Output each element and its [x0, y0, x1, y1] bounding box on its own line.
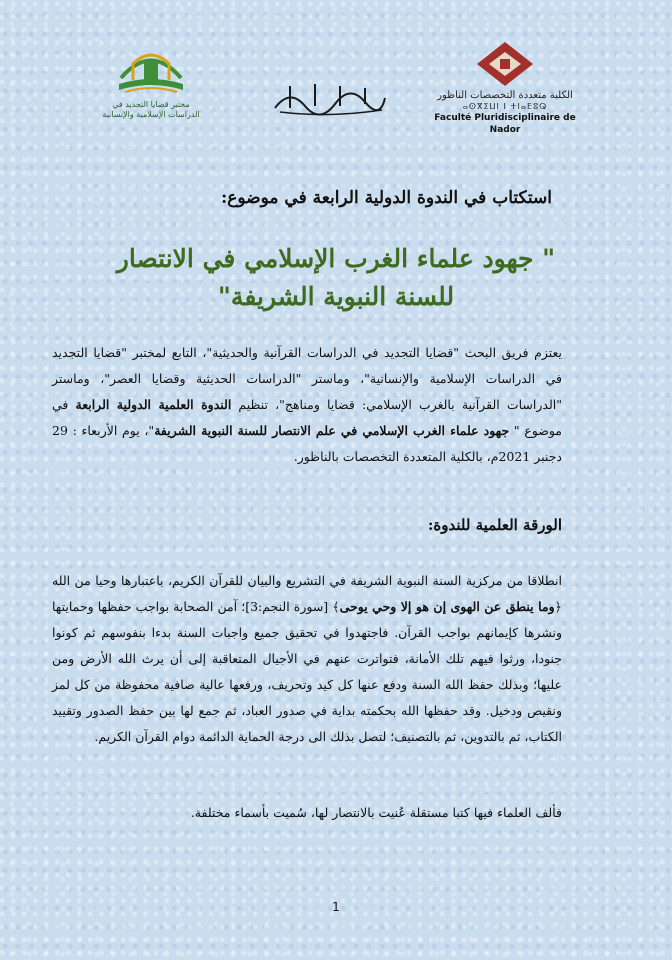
faculty-name-ar: الكلية متعددة التخصصات الناظور — [437, 90, 573, 101]
main-title-line1: " جهود علماء الغرب الإسلامي في الانتصار — [116, 244, 556, 273]
faculty-name-fr: Faculté Pluridisciplinaire de Nador — [434, 113, 576, 135]
basmala — [270, 78, 390, 118]
intro-text-2: في موضوع " — [52, 397, 563, 438]
intro-text-3: "، يوم الأربعاء : 29 دجنبر 2021م، بالكلية المتعددة التخصصات بالناظور. — [52, 423, 562, 464]
paper-paragraph — [52, 568, 562, 750]
call-title: استكتاب في الندوة الدولية الرابعة في موضوع: — [220, 188, 552, 208]
paper-text-1: انطلاقا من مركزية السنة النبوية الشريفة في التشريع والبيان للقرآن الكريم، باعتبارها وحيا من الله ﴿ — [52, 573, 562, 614]
intro-bold-2: جهود علماء الغرب الإسلامي في علم الانتصار للسنة النبوية الشريفة — [154, 423, 510, 438]
section-heading: الورقة العلمية للندوة: — [427, 516, 562, 534]
main-title-line2: للسنة النبوية الشريفة" — [217, 282, 455, 311]
basmala-calligraphy-icon — [270, 78, 390, 118]
main-title — [60, 240, 612, 316]
intro-bold-1: الندوة العلمية الدولية الرابعة — [75, 397, 232, 412]
paper-quote: وما ينطق عن الهوى إن هو إلا وحي يوحى — [339, 599, 555, 614]
intro-paragraph — [52, 340, 562, 470]
intro-text-1: يعتزم فريق البحث "قضايا التجديد في الدراسات القرآنية والحديثية"، التابع لمختبر "قضايا التجديد في الدراسات الإسلامية والإنسانية"، وماستر "الدراسات الحديثية وقضايا العصر"، وماستر "الدراسات القرآنية بالغرب الإسلامي: قضايا ومناهج"، تنظيم — [52, 345, 562, 412]
faculty-emblem-icon — [475, 40, 535, 90]
paper-text-2: ﴾ [سورة النجم:3]؛ آمن الصحابة بواجب حفظها وحمايتها ونشرها كإيمانهم بواجب القرآن. فاجتهدوا في تحقيق جميع واجبات السنة بدءا بنفوسهم ثم كونوا جنودا، ورثوا فيهم تلك الأمانة، فتواترت عنهم في الأجيال المتعاقبة إلى أن يرث الله الأرض ومن عليها؛ وبذلك حفظ الله السنة ودفع عنها كل كيد وتحريف، ورفعها عالية صافية محفوظة من كل لمز ونقيص ودخيل. وقد حفظها الله بحكمته بداية في صدور العباد، ثم جمع لها بين حفظ الصدور وتقييد الكتاب، ثم بالتدوين، ثم بالتصنيف؛ لتصل بذلك الى درجة الحماية الدائمة دوام القرآن الكريم. — [52, 599, 562, 744]
lab-caption: مختبر قضايا التجديد في الدراسات الإسلامية والإنسانية — [102, 100, 200, 119]
closing-paragraph: فألف العلماء فيها كتبا مستقلة عُنيت بالانتصار لها، سُميت بأسماء مختلفة. — [190, 805, 562, 820]
faculty-name-tifinagh: ⴰⵙⴳⵉⵡⵏ ⵏ ⵜⵏⴰⴹⵓⵕ — [462, 102, 548, 111]
lab-logo — [96, 38, 206, 120]
faculty-logo — [430, 40, 580, 136]
lab-emblem-icon — [111, 38, 191, 100]
page-number: 1 — [332, 900, 340, 914]
